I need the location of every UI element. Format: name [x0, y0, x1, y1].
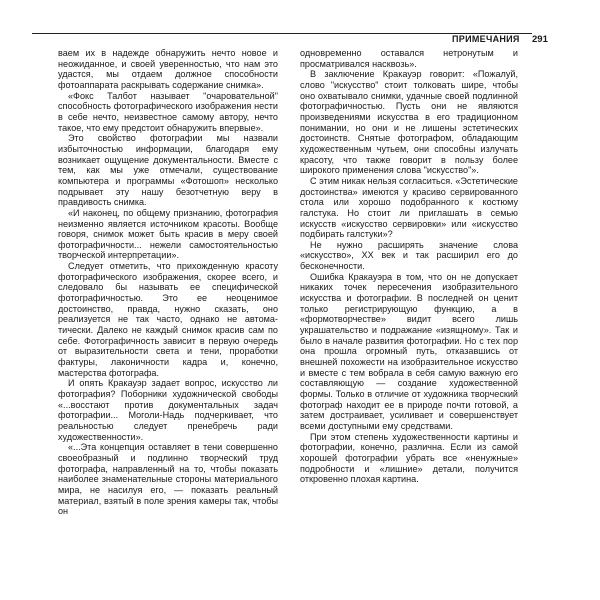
- paragraph: С этим никак нельзя согласиться. «Эстетические достоинства» имеются у красиво сервированного стола или хорошо подобранного к костюму галстука. Но стоит ли приглашать в семью искусств «искусство сервировки» или «искусство подбирать галстуки»?: [300, 175, 518, 240]
- paragraph: Это свойство фотографии мы назвали избыточностью информации, благодаря ему возникает ощущение документальности. Вместе с тем, как мы уже отмечали, существование компьютера и программы «Фотошоп» несколько подрывает эту нашу безотчетную веру в правдивость снимка.: [58, 133, 278, 208]
- right-text-column: [300, 48, 518, 485]
- paragraph: Ошибка Кракауэра в том, что он не допускает никаких точек пересечения изобразительного искусства и фотографии. В последней он ценит только регистрирующую функцию, а в «формотворчестве» видит всего лишь украшательство и подражание «изящному». Так и было в начале развития фотографии. Но с тех пор она прошла огромный путь, отказавшись от внешней похожести на изобразительное искусство и вместе с тем вобрала в себя самую важную его составляющую — создание художественной формы. Только в отличие от художника творческий фотограф находит ее в природе почти готовой, а затем достраивает, усиливает и совершенствует всеми доступными ему средствами.: [300, 271, 518, 431]
- page-number: 291: [532, 34, 548, 45]
- paragraph: И опять Кракауэр задает вопрос, искусство ли фотография? Поборники художнической свободы «...восстают против документальных задач фотографии... Моголи-Надь подчеркивает, что реальностью следует пренебречь ради художественности».: [58, 378, 278, 442]
- paragraph: одновременно оставался нетронутым и просматривался насквозь».: [300, 48, 518, 69]
- paragraph: Не нужно расширять значение слова «искусство», XX век и так расширил его до бесконечности.: [300, 239, 518, 272]
- paragraph: При этом степень художественности картины и фотографии, конечно, различна. Если из самой хорошей фотографии убрать все «ненужные» подробности и «лишние» детали, получится откровенно плохая картина.: [300, 431, 518, 485]
- paragraph: Следует отметить, что прихожденную красоту фотографического изображения, скорее всего, и следовало бы называть ее специфической фотографичностью. Это ее неоценимое достоинство, правда, нужно сказать, оно реализуется не так часто, однако не автоматически. Далеко не каждый снимок красив сам по себе. Фотографичность зависит в первую очередь от выразительности света и тени, проработки фактуры, лаконичности кадра и, конечно, мастерства фотографа.: [58, 261, 278, 378]
- paragraph: «И наконец, по общему признанию, фотография неизменно является источником красоты. Вообще говоря, снимок может быть красив в меру своей фотографичности... нежели самостоятельностью творческой интерпретации».: [58, 207, 278, 261]
- running-header-title: ПРИМЕЧАНИЯ: [452, 34, 520, 44]
- paragraph: «...Эта концепция оставляет в тени совершенно своеобразный и подлинно творческий труд фотографа, направленный на то, чтобы показать наиболее знаменательные стороны материального мира, не насилуя его, — показать реальный материал, взятый в поле зрения камеры так, чтобы он: [58, 442, 278, 517]
- paragraph: В заключение Кракауэр говорит: «Пожалуй, слово "искусство" стоит толковать шире, чтобы оно охватывало снимки, удачные своей подлинной фотографичностью. Пусть они не являются произведениями искусства в его традиционном понимании, но они и не лишены эстетических достоинств. Снятые фотографом, обладающим художественным чутьем, они способны излучать красоту, что также говорит в пользу более широкого применения слова "искусство"».: [300, 69, 518, 176]
- paragraph: ваем их в надежде обнаружить нечто новое и неожиданное, и своей уверенностью, что нам это удастся, мы отдаем должное способности фотоаппарата раскрывать содержание снимка».: [58, 48, 278, 90]
- left-text-column: [58, 48, 278, 517]
- paragraph: «Фокс Талбот называет "очаровательной" способность фотографического изображения нести в себе нечто, неизвестное самому автору, нечто такое, что ему предстоит обнаружить впервые».: [58, 90, 278, 133]
